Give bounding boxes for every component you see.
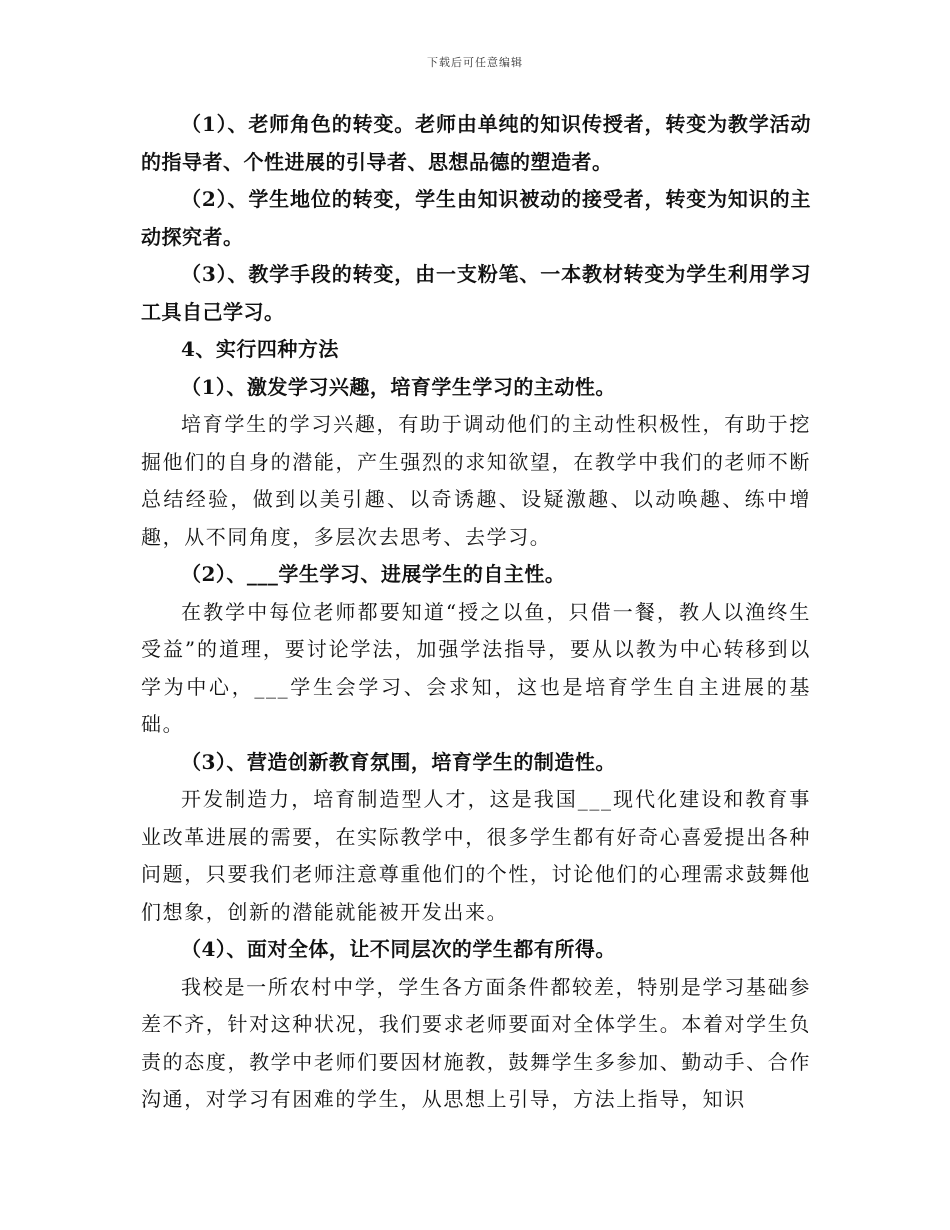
subheading-all-students: （4）、面对全体，让不同层次的学生都有所得。	[181, 937, 616, 961]
document-body	[141, 106, 811, 1119]
paragraph-creativity-body: 开发制造力，培育制造型人才，这是我国___现代化建设和教育事业改革进展的需要，在实际教学中，很多学生都有好奇心喜爱提出各种问题，只要我们老师注意尊重他们的个性，讨论他们的心理需求鼓舞他们想象，创新的潜能就能被开发出来。	[141, 787, 811, 924]
paragraph-all-students-body: 我校是一所农村中学，学生各方面条件都较差，特别是学习基础参差不齐，针对这种状况，我们要求老师要面对全体学生。本着对学生负责的态度，教学中老师们要因材施教，鼓舞学生多参加、勤动手、合作沟通，对学习有困难的学生，从思想上引导，方法上指导，知识	[141, 974, 811, 1111]
paragraph-teaching-means: （3）、教学手段的转变，由一支粉笔、一本教材转变为学生利用学习工具自己学习。	[141, 262, 811, 324]
paragraph-teacher-role: （1）、老师角色的转变。老师由单纯的知识传授者，转变为教学活动的指导者、个性进展的引导者、思想品德的塑造者。	[141, 112, 811, 174]
subheading-interest: （1）、激发学习兴趣，培育学生学习的主动性。	[181, 374, 616, 399]
subheading-autonomy: （2）、___学生学习、进展学生的自主性。	[181, 562, 566, 586]
section-heading-four-methods: 4、实行四种方法	[181, 337, 339, 361]
paragraph-student-status: （2）、学生地位的转变，学生由知识被动的接受者，转变为知识的主动探究者。	[141, 187, 811, 249]
paragraph-interest-body: 培育学生的学习兴趣，有助于调动他们的主动性积极性，有助于挖掘他们的自身的潜能，产生强烈的求知欲望，在教学中我们的老师不断总结经验，做到以美引趣、以奇诱趣、设疑激趣、以动唤趣、练中增趣，从不同角度，多层次去思考、去学习。	[141, 412, 811, 549]
paragraph-autonomy-body: 在教学中每位老师都要知道“授之以鱼，只借一餐，教人以渔终生受益”的道理，要讨论学法，加强学法指导，要从以教为中心转移到以学为中心，___学生会学习、会求知，这也是培育学生自主进展的基础。	[141, 599, 811, 736]
subheading-creativity: （3）、营造创新教育氛围，培育学生的制造性。	[181, 749, 616, 774]
page-header: 下载后可任意编辑	[427, 56, 523, 69]
